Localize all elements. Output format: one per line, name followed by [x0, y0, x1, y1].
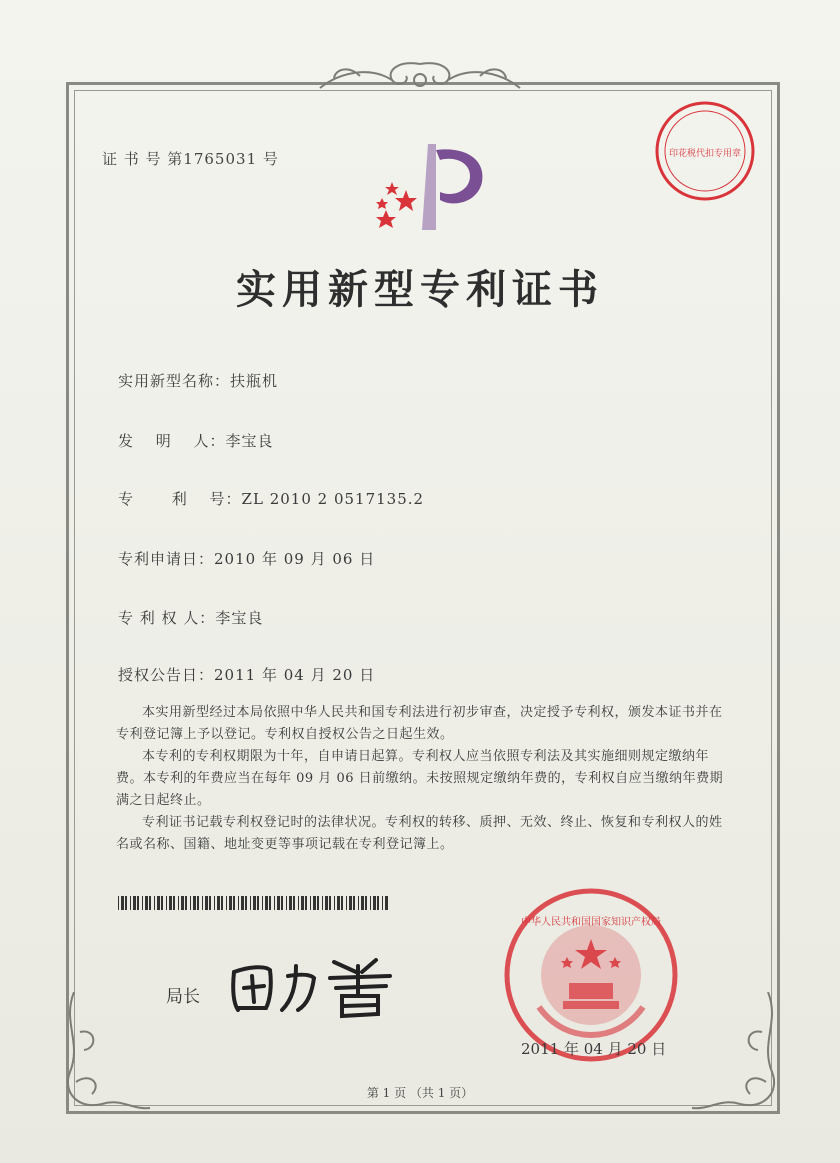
field-value: 扶瓶机 — [230, 372, 279, 390]
field-label: 专 利 号： — [118, 490, 242, 508]
field-label: 实用新型名称： — [118, 372, 231, 390]
certificate-title: 实用新型专利证书 — [236, 267, 604, 313]
official-seal — [503, 887, 679, 1063]
tax-stamp-seal — [652, 98, 758, 204]
field-inventor — [118, 430, 274, 451]
field-label: 专 利 权 人： — [118, 609, 216, 627]
top-ornament — [300, 58, 540, 98]
page-number: 第 1 页 （共 1 页） — [366, 1086, 474, 1100]
field-utility-model-name — [118, 370, 278, 391]
certificate-number: 证 书 号 第1765031 号 — [102, 150, 279, 168]
patent-office-logo — [362, 138, 492, 238]
field-patentee — [118, 607, 263, 628]
field-value: 李宝良 — [225, 432, 274, 450]
body-paragraph: 专利证书记载专利权登记时的法律状况。专利权的转移、质押、无效、终止、恢复和专利权人的姓名或名称、国籍、地址变更等事项记载在专利登记簿上。 — [116, 815, 723, 852]
field-value: 2010 年 09 月 06 日 — [214, 550, 376, 568]
field-label: 授权公告日： — [118, 666, 215, 684]
field-label: 专利申请日： — [118, 550, 215, 568]
field-label: 发 明 人： — [118, 432, 226, 450]
bottom-left-ornament — [62, 992, 152, 1122]
bottom-right-ornament — [690, 992, 780, 1122]
director-signature — [226, 952, 406, 1022]
issue-date: 2011 年 04 月 20 日 — [521, 1040, 667, 1058]
field-value: 李宝良 — [215, 609, 264, 627]
field-value: 2011 年 04 月 20 日 — [214, 666, 376, 684]
field-application-date — [118, 548, 375, 569]
director-label: 局长 — [166, 987, 200, 1007]
svg-text:印花税代扣专用章: 印花税代扣专用章 — [668, 149, 742, 159]
field-grant-date — [118, 664, 375, 685]
certificate-body — [116, 702, 726, 856]
field-value: ZL 2010 2 0517135.2 — [241, 490, 425, 508]
field-patent-number — [118, 488, 424, 509]
svg-text:中华人民共和国国家知识产权局: 中华人民共和国国家知识产权局 — [521, 917, 661, 928]
star-icon — [376, 182, 417, 228]
body-paragraph: 本实用新型经过本局依照中华人民共和国专利法进行初步审查，决定授予专利权，颁发本证书并在专利登记簿上予以登记。专利权自授权公告之日起生效。 — [116, 705, 723, 742]
body-paragraph: 本专利的专利权期限为十年，自申请日起算。专利权人应当依照专利法及其实施细则规定缴纳年费。本专利的年费应当在每年 09 月 06 日前缴纳。未按照规定缴纳年费的，专利权自应当缴纳年费期满之日起终止。 — [116, 749, 724, 808]
barcode — [118, 896, 388, 910]
